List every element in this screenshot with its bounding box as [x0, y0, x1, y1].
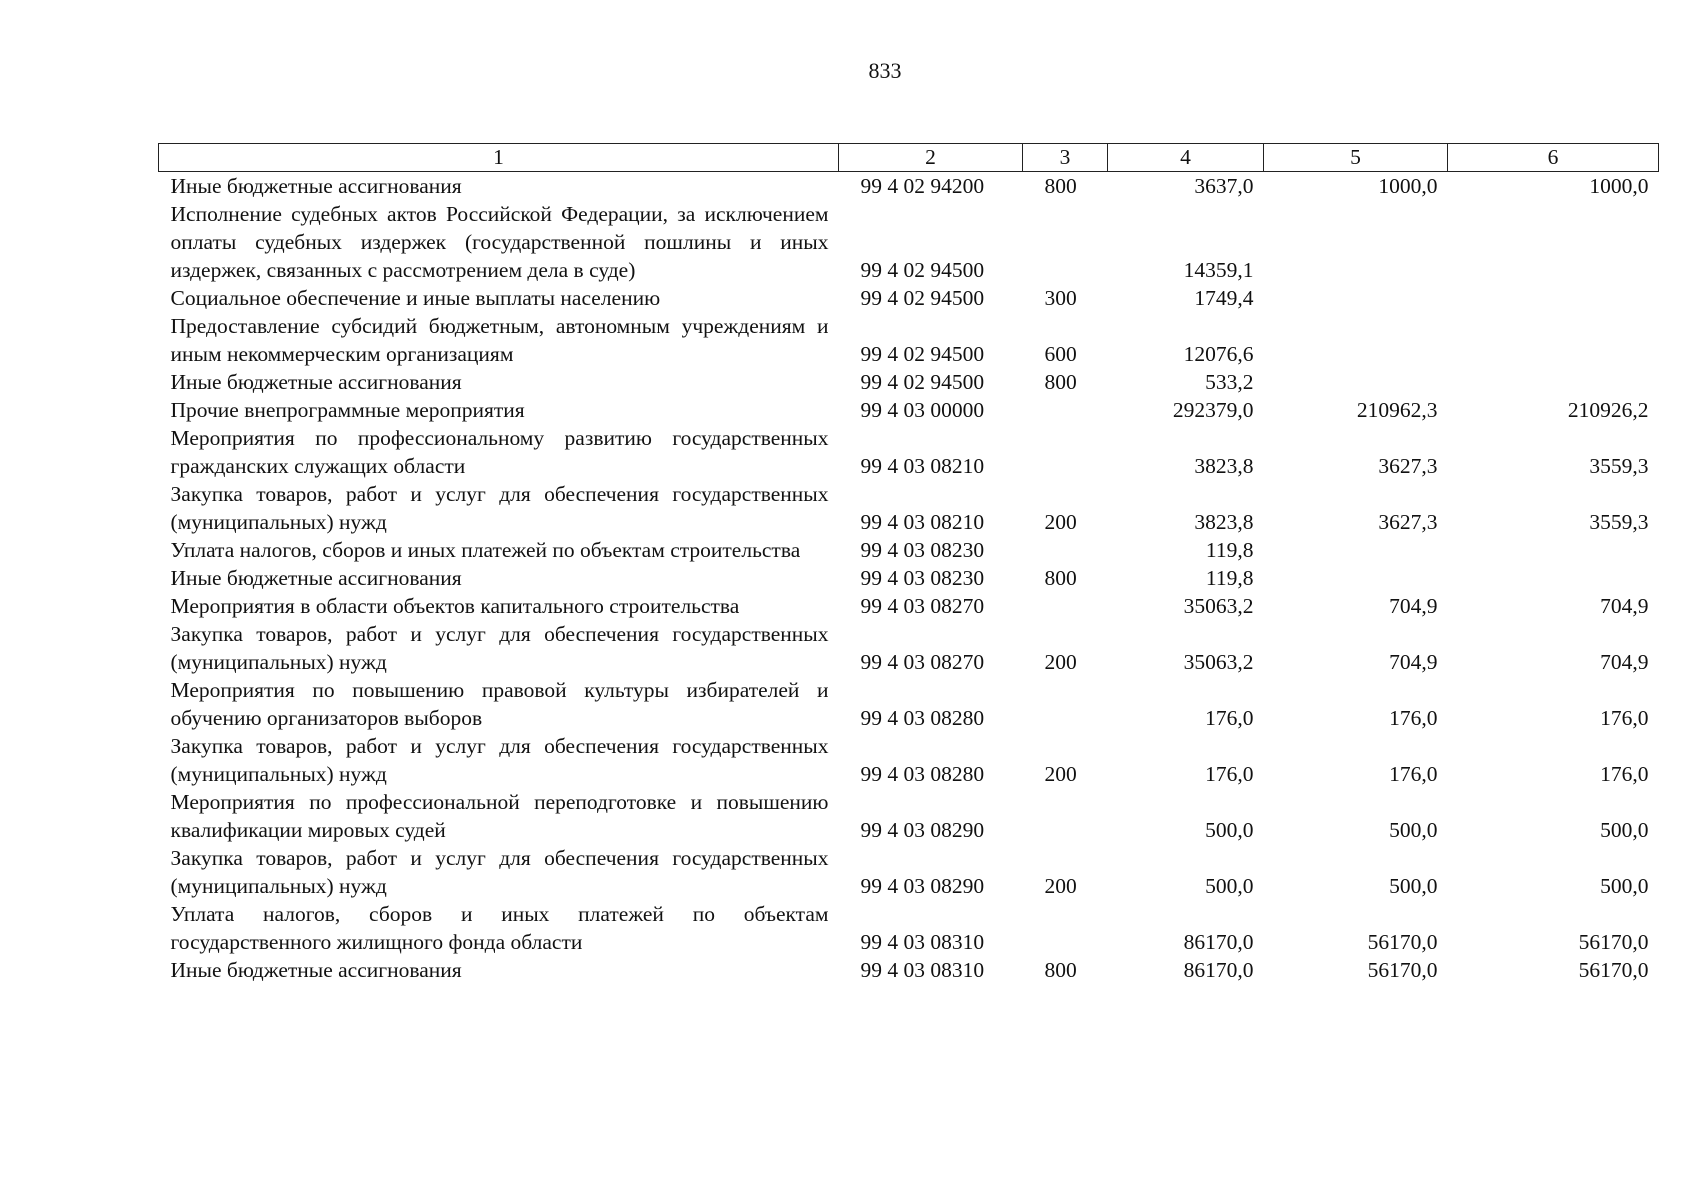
- row-value-col5: [1264, 368, 1448, 396]
- row-target-code: 99 4 02 94500: [860, 258, 985, 282]
- row-value-col4: 119,8: [1205, 566, 1254, 590]
- row-value-col5: 500,0: [1389, 818, 1438, 842]
- row-name: Социальное обеспечение и иные выплаты населению: [170, 286, 661, 310]
- row-name: Прочие внепрограммные мероприятия: [170, 398, 525, 422]
- row-expense-type: 200: [1044, 762, 1077, 786]
- row-name: Иные бюджетные ассигнования: [170, 370, 462, 394]
- row-expense-type: 800: [1044, 370, 1077, 394]
- header-col-1: 1: [159, 144, 839, 172]
- row-value-col5: 176,0: [1389, 706, 1438, 730]
- table-row: [159, 676, 1659, 732]
- row-value-col4: 500,0: [1205, 874, 1254, 898]
- row-value-col5: 1000,0: [1378, 174, 1438, 198]
- row-value-col5: [1264, 312, 1448, 368]
- row-value-col6: 3559,3: [1589, 454, 1649, 478]
- row-value-col5: 500,0: [1389, 874, 1438, 898]
- row-value-col6: 176,0: [1600, 762, 1649, 786]
- row-name: Уплата налогов, сборов и иных платежей по объектам государственного жилищного фонда области: [170, 902, 829, 954]
- row-value-col5: 56170,0: [1367, 958, 1438, 982]
- row-expense-type: [1023, 536, 1108, 564]
- table-row: [159, 536, 1659, 564]
- row-expense-type: [1023, 200, 1108, 284]
- row-value-col6: 56170,0: [1578, 958, 1649, 982]
- row-value-col6: [1448, 284, 1659, 312]
- row-name: Иные бюджетные ассигнования: [170, 958, 462, 982]
- row-target-code: 99 4 03 08310: [860, 930, 985, 954]
- row-expense-type: [1023, 592, 1108, 620]
- row-value-col5: [1264, 536, 1448, 564]
- budget-table: [158, 143, 1659, 984]
- row-value-col4: 176,0: [1205, 706, 1254, 730]
- header-col-4: 4: [1108, 144, 1264, 172]
- table-row: [159, 956, 1659, 984]
- row-value-col6: [1448, 312, 1659, 368]
- table-row: [159, 592, 1659, 620]
- page-number: 833: [868, 58, 902, 83]
- row-value-col4: 86170,0: [1183, 958, 1254, 982]
- row-value-col5: [1264, 564, 1448, 592]
- table-row: [159, 900, 1659, 956]
- row-value-col5: [1264, 200, 1448, 284]
- table-row: [159, 620, 1659, 676]
- table-row: [159, 200, 1659, 284]
- row-name: Предоставление субсидий бюджетным, автономным учреждениям и иным некоммерческим организациям: [170, 314, 829, 366]
- row-expense-type: [1023, 676, 1108, 732]
- row-target-code: 99 4 03 08290: [860, 818, 985, 842]
- row-value-col5: 704,9: [1389, 594, 1438, 618]
- row-target-code: 99 4 03 00000: [860, 398, 985, 422]
- row-value-col4: 14359,1: [1183, 258, 1254, 282]
- row-value-col4: 500,0: [1205, 818, 1254, 842]
- row-value-col5: [1264, 284, 1448, 312]
- row-target-code: 99 4 03 08270: [860, 594, 985, 618]
- row-name: Мероприятия по повышению правовой культуры избирателей и обучению организаторов выборов: [170, 678, 829, 730]
- table-row: [159, 732, 1659, 788]
- row-value-col6: [1448, 368, 1659, 396]
- row-target-code: 99 4 03 08290: [860, 874, 985, 898]
- row-value-col4: 35063,2: [1183, 594, 1254, 618]
- row-name: Закупка товаров, работ и услуг для обеспечения государственных (муниципальных) нужд: [170, 622, 829, 674]
- row-value-col6: [1448, 200, 1659, 284]
- row-expense-type: [1023, 396, 1108, 424]
- row-value-col4: 12076,6: [1183, 342, 1254, 366]
- row-target-code: 99 4 02 94500: [860, 370, 985, 394]
- row-target-code: 99 4 03 08280: [860, 706, 985, 730]
- row-value-col5: 704,9: [1389, 650, 1438, 674]
- row-target-code: 99 4 03 08230: [860, 566, 985, 590]
- row-target-code: 99 4 03 08310: [860, 958, 985, 982]
- table-row: [159, 172, 1659, 201]
- row-value-col4: 292379,0: [1172, 398, 1254, 422]
- row-value-col6: [1448, 564, 1659, 592]
- row-value-col5: 210962,3: [1356, 398, 1438, 422]
- row-expense-type: [1023, 424, 1108, 480]
- row-value-col4: 119,8: [1205, 538, 1254, 562]
- row-value-col4: 533,2: [1205, 370, 1254, 394]
- row-value-col4: 176,0: [1205, 762, 1254, 786]
- row-value-col5: 56170,0: [1367, 930, 1438, 954]
- row-name: Мероприятия по профессиональной переподготовке и повышению квалификации мировых судей: [170, 790, 829, 842]
- row-value-col6: 176,0: [1600, 706, 1649, 730]
- row-expense-type: 300: [1044, 286, 1077, 310]
- row-value-col4: 1749,4: [1194, 286, 1254, 310]
- table-row: [159, 396, 1659, 424]
- table-row: [159, 480, 1659, 536]
- row-expense-type: 800: [1044, 174, 1077, 198]
- header-col-5: 5: [1264, 144, 1448, 172]
- row-expense-type: 200: [1044, 650, 1077, 674]
- row-expense-type: 800: [1044, 566, 1077, 590]
- row-value-col6: 56170,0: [1578, 930, 1649, 954]
- table-row: [159, 312, 1659, 368]
- row-value-col4: 3823,8: [1194, 454, 1254, 478]
- row-value-col4: 3823,8: [1194, 510, 1254, 534]
- row-value-col6: [1448, 536, 1659, 564]
- row-target-code: 99 4 02 94500: [860, 286, 985, 310]
- table-row: [159, 844, 1659, 900]
- row-value-col4: 3637,0: [1194, 174, 1254, 198]
- row-value-col4: 35063,2: [1183, 650, 1254, 674]
- row-value-col6: 704,9: [1600, 650, 1649, 674]
- header-col-3: 3: [1023, 144, 1108, 172]
- row-name: Исполнение судебных актов Российской Федерации, за исключением оплаты судебных издержек (государственной пошлины и иных издержек, связанных с рассмотрением дела в суде): [170, 202, 829, 282]
- row-target-code: 99 4 03 08210: [860, 454, 985, 478]
- row-value-col5: 3627,3: [1378, 454, 1438, 478]
- row-name: Закупка товаров, работ и услуг для обеспечения государственных (муниципальных) нужд: [170, 482, 829, 534]
- table-row: [159, 424, 1659, 480]
- table-row: [159, 368, 1659, 396]
- row-value-col6: 704,9: [1600, 594, 1649, 618]
- row-expense-type: 200: [1044, 510, 1077, 534]
- row-value-col6: 500,0: [1600, 818, 1649, 842]
- table-body: [159, 172, 1659, 985]
- row-value-col6: 1000,0: [1589, 174, 1649, 198]
- header-col-2: 2: [839, 144, 1023, 172]
- row-name: Закупка товаров, работ и услуг для обеспечения государственных (муниципальных) нужд: [170, 846, 829, 898]
- row-expense-type: 200: [1044, 874, 1077, 898]
- row-target-code: 99 4 03 08270: [860, 650, 985, 674]
- row-expense-type: 800: [1044, 958, 1077, 982]
- row-name: Мероприятия по профессиональному развитию государственных гражданских служащих области: [170, 426, 829, 478]
- table-row: [159, 788, 1659, 844]
- row-target-code: 99 4 02 94200: [860, 174, 985, 198]
- row-name: Уплата налогов, сборов и иных платежей по объектам строительства: [170, 538, 801, 562]
- table-header-row: [159, 144, 1659, 172]
- row-target-code: 99 4 03 08280: [860, 762, 985, 786]
- table-row: [159, 564, 1659, 592]
- row-name: Закупка товаров, работ и услуг для обеспечения государственных (муниципальных) нужд: [170, 734, 829, 786]
- row-target-code: 99 4 03 08210: [860, 510, 985, 534]
- row-expense-type: [1023, 900, 1108, 956]
- row-value-col6: 210926,2: [1567, 398, 1649, 422]
- row-expense-type: [1023, 788, 1108, 844]
- row-name: Иные бюджетные ассигнования: [170, 566, 462, 590]
- row-target-code: 99 4 03 08230: [860, 538, 985, 562]
- header-col-6: 6: [1448, 144, 1659, 172]
- row-value-col5: 176,0: [1389, 762, 1438, 786]
- row-value-col4: 86170,0: [1183, 930, 1254, 954]
- row-value-col6: 500,0: [1600, 874, 1649, 898]
- row-value-col5: 3627,3: [1378, 510, 1438, 534]
- row-expense-type: 600: [1044, 342, 1077, 366]
- row-target-code: 99 4 02 94500: [860, 342, 985, 366]
- row-value-col6: 3559,3: [1589, 510, 1649, 534]
- table-row: [159, 284, 1659, 312]
- row-name: Иные бюджетные ассигнования: [170, 174, 462, 198]
- row-name: Мероприятия в области объектов капитального строительства: [170, 594, 740, 618]
